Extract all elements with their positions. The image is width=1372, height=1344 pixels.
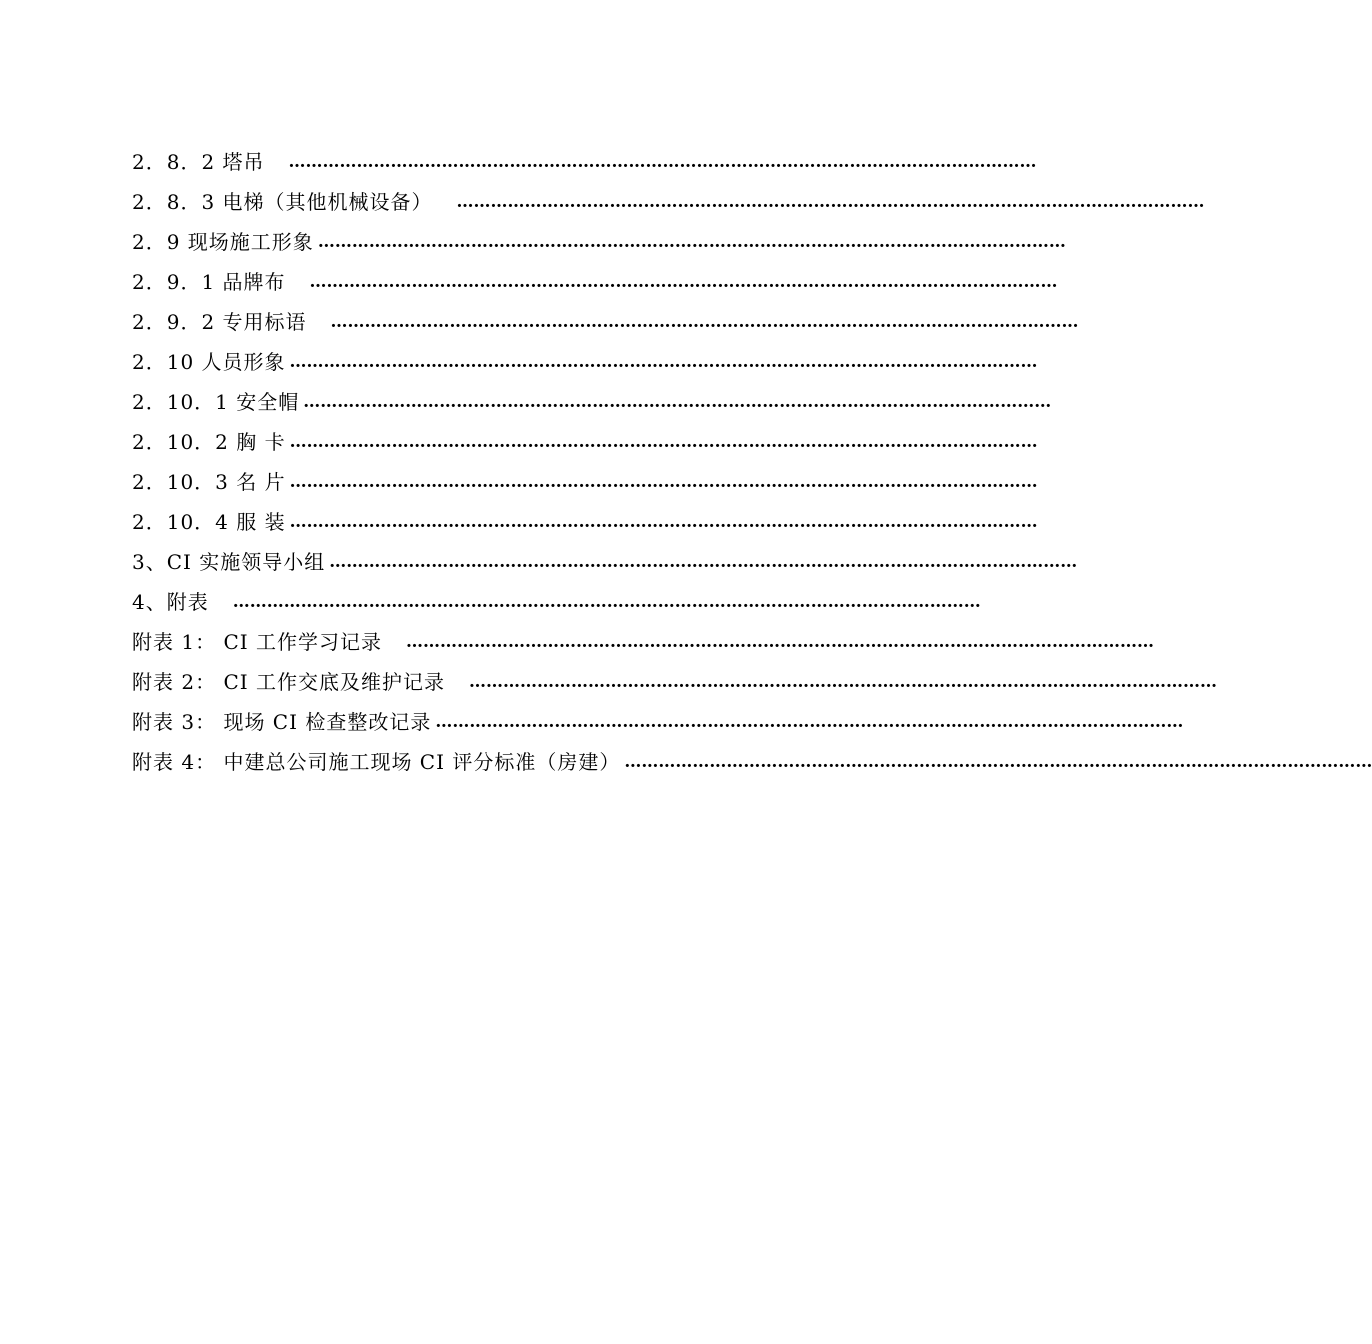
- toc-entry-label: 2．10．1 安全帽: [132, 390, 300, 414]
- toc-entry-appendix-2[interactable]: [132, 662, 1217, 702]
- toc-dot-leader: ……………………………………………………………………………………………………………………: [435, 712, 1184, 732]
- toc-dot-leader: ……………………………………………………………………………………………………………………: [329, 552, 1078, 572]
- toc-entry-2-9-2[interactable]: [132, 302, 1079, 342]
- toc-dot-leader: ……………………………………………………………………………………………………………………: [232, 592, 981, 612]
- toc-dot-leader: ……………………………………………………………………………………………………………………: [406, 632, 1154, 652]
- toc-entry-label: 2．10．3 名 片: [132, 470, 286, 494]
- toc-entry-2-10[interactable]: [132, 342, 1038, 382]
- toc-dot-leader: ……………………………………………………………………………………………………………………: [303, 392, 1052, 412]
- toc-dot-leader: ……………………………………………………………………………………………………………………: [289, 472, 1038, 492]
- toc-entry-label: 附表 2： CI 工作交底及维护记录: [132, 670, 445, 694]
- toc-dot-leader: ……………………………………………………………………………………………………………………: [469, 672, 1217, 692]
- toc-entry-label: 2．10 人员形象: [132, 350, 286, 374]
- toc-entry-appendix-3[interactable]: [132, 702, 1184, 742]
- toc-entry-appendix-4[interactable]: [132, 742, 1372, 782]
- toc-entry-label: 2．10．4 服 装: [132, 510, 286, 534]
- toc-entry-label: 附表 1： CI 工作学习记录: [132, 630, 382, 654]
- toc-dot-leader: ……………………………………………………………………………………………………………………: [456, 192, 1205, 212]
- toc-entry-label: 2．8．2 塔吊: [132, 150, 265, 174]
- toc-entry-label: 2．8．3 电梯（其他机械设备）: [132, 190, 433, 214]
- toc-dot-leader: ……………………………………………………………………………………………………………………: [624, 752, 1372, 772]
- toc-entry-2-10-1[interactable]: [132, 382, 1052, 422]
- toc-entry-label: 2．9 现场施工形象: [132, 230, 314, 254]
- toc-dot-leader: ……………………………………………………………………………………………………………………: [289, 512, 1038, 532]
- toc-dot-leader: ……………………………………………………………………………………………………………………: [289, 352, 1038, 372]
- toc-entry-2-9[interactable]: [132, 222, 1066, 262]
- toc-entry-label: 2．9．1 品牌布: [132, 270, 286, 294]
- toc-entry-2-9-1[interactable]: [132, 262, 1058, 302]
- toc-entry-label: 3、CI 实施领导小组: [132, 550, 326, 574]
- toc-entry-2-8-2[interactable]: [132, 142, 1037, 182]
- toc-dot-leader: ……………………………………………………………………………………………………………………: [289, 432, 1038, 452]
- toc-entry-label: 附表 3： 现场 CI 检查整改记录: [132, 710, 432, 734]
- toc-dot-leader: ……………………………………………………………………………………………………………………: [288, 152, 1037, 172]
- toc-entry-4[interactable]: [132, 582, 981, 622]
- table-of-contents: [132, 142, 1372, 782]
- toc-dot-leader: ……………………………………………………………………………………………………………………: [330, 312, 1079, 332]
- toc-entry-2-8-3[interactable]: [132, 182, 1205, 222]
- toc-entry-label: 附表 4： 中建总公司施工现场 CI 评分标准（房建）: [132, 750, 621, 774]
- toc-entry-3[interactable]: [132, 542, 1078, 582]
- toc-entry-label: 4、附表: [132, 590, 209, 614]
- toc-dot-leader: ……………………………………………………………………………………………………………………: [317, 232, 1066, 252]
- toc-dot-leader: ……………………………………………………………………………………………………………………: [309, 272, 1058, 292]
- toc-entry-label: 2．9．2 专用标语: [132, 310, 307, 334]
- toc-entry-2-10-2[interactable]: [132, 422, 1038, 462]
- toc-entry-label: 2．10．2 胸 卡: [132, 430, 286, 454]
- toc-entry-appendix-1[interactable]: [132, 622, 1154, 662]
- toc-entry-2-10-4[interactable]: [132, 502, 1038, 542]
- toc-entry-2-10-3[interactable]: [132, 462, 1038, 502]
